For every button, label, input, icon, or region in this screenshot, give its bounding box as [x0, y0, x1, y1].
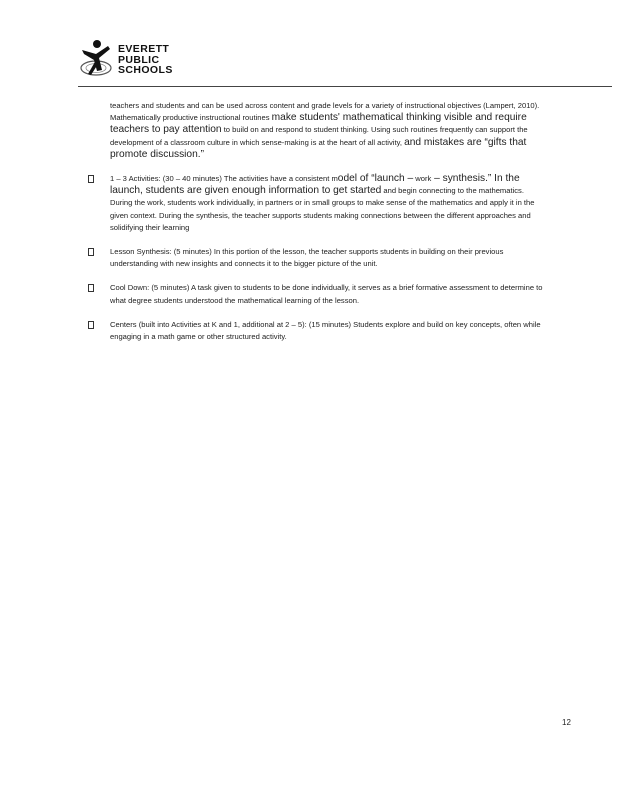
activities-text-2: odel of “launch – — [337, 173, 414, 185]
everett-logo-icon — [78, 38, 116, 82]
activities-text-3: work — [413, 174, 432, 184]
lesson-synthesis-text: Lesson Synthesis: (5 minutes) In this portion of the lesson, the teacher supports students in building on their previous understanding with new insights and connects it to the bigger picture of the unit. — [110, 247, 504, 269]
cool-down-text: Cool Down: (5 minutes) A task given to students to be done individually, it serves as a brief formative assessment to determine to what degree students understood the mathematical learning of the lesson. — [110, 283, 543, 305]
list-item-cool-down — [88, 282, 548, 306]
page-header — [78, 38, 173, 82]
activities-text-1: 1 – 3 Activities: (30 – 40 minutes) The activities have a consistent m — [110, 174, 338, 184]
intro-paragraph — [88, 100, 548, 161]
logo-line-2: PUBLIC — [118, 53, 160, 66]
list-item-activities — [88, 173, 548, 234]
logo-line-3: SCHOOLS — [118, 64, 173, 77]
activities-text — [110, 173, 548, 234]
logo-line-1: EVERETT — [118, 43, 170, 56]
activities-text-4: – synthesis.” In the launch, students are given enough information to get started — [110, 173, 520, 197]
bullet-box-icon — [88, 284, 94, 292]
document-body — [88, 100, 548, 343]
intro-text-3: to build on and respond to student thinking. Using such routines frequently can support the development of a classroom culture in which sense-making is at the heart of all activity, — [110, 125, 528, 147]
page-number: 12 — [562, 718, 571, 727]
bullet-box-icon — [88, 248, 94, 256]
bullet-box-icon — [88, 175, 94, 183]
activities-text-5: and begin connecting to the mathematics. During the work, students work individually, in partners or in small groups to make sense of the mathematics and apply it in the given context. During the synthesis, the teacher supports students making connections between the different approaches and solidifying their learning — [110, 186, 535, 232]
intro-text-4: and mistakes are “gifts that promote discussion.” — [110, 136, 527, 160]
intro-text-1: teachers and students and can be used across content and grade levels for a variety of instructional objectives (Lampert, 2010). Mathematically productive instructional routines — [110, 101, 540, 123]
intro-text-2: make students' mathematical thinking visible and require teachers to pay attention — [110, 112, 527, 136]
header-divider — [78, 86, 612, 87]
centers-text: Centers (built into Activities at K and 1, additional at 2 – 5): (15 minutes) Students explore and build on key concepts, often while engaging in a math game or other structured activity. — [110, 319, 541, 342]
list-item-centers — [88, 319, 548, 343]
list-item-lesson-synthesis — [88, 246, 548, 270]
logo-wordmark — [118, 44, 173, 76]
bullet-box-icon — [88, 321, 94, 329]
